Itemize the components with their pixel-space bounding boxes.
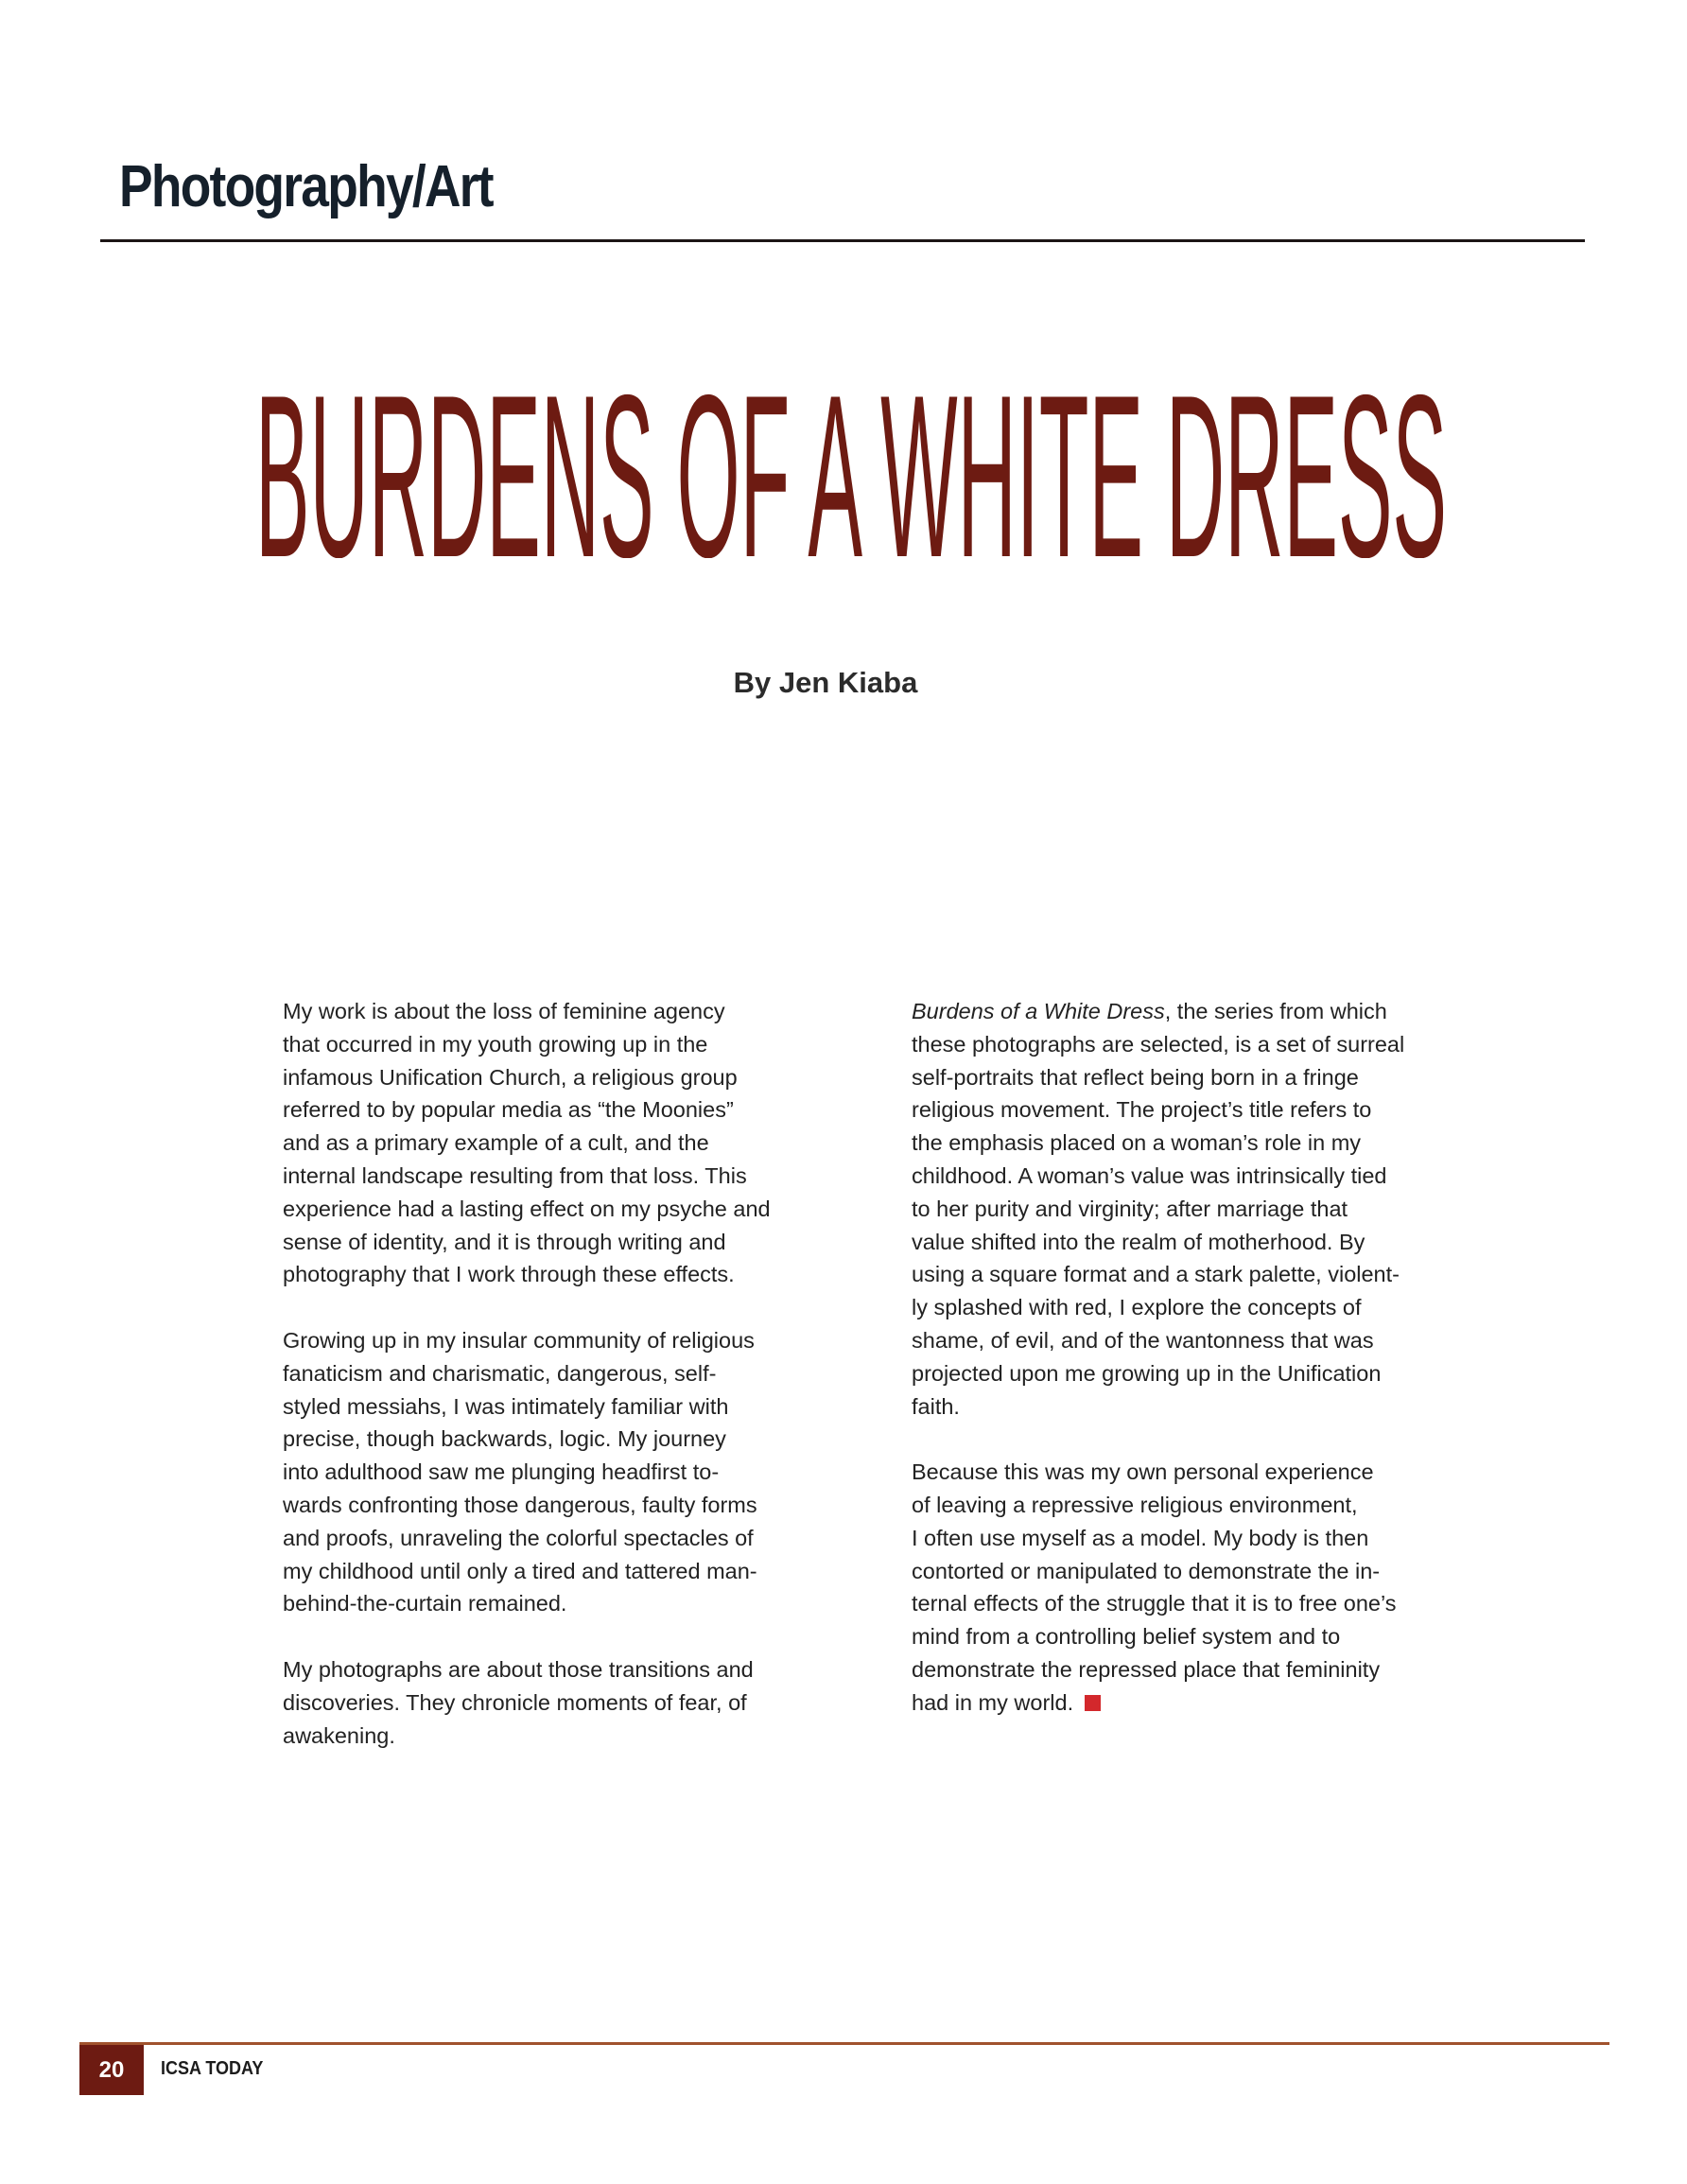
text-line: Because this was my own personal experience	[912, 1459, 1374, 1485]
text-line: internal landscape resulting from that loss. This	[283, 1162, 747, 1188]
text-line: and as a primary example of a cult, and the	[283, 1130, 709, 1156]
text-line: faith.	[912, 1393, 960, 1419]
text-line: photography that I work through these effects.	[283, 1262, 735, 1287]
text-line: to her purity and virginity; after marriage that	[912, 1196, 1348, 1221]
right-column	[912, 995, 1441, 1752]
left-paragraph-3	[283, 1653, 812, 1752]
text-line: and proofs, unraveling the colorful spectacles of	[283, 1525, 754, 1550]
text-line: My photographs are about those transitions and	[283, 1656, 754, 1682]
text-line: value shifted into the realm of motherhood. By	[912, 1229, 1365, 1254]
text-line-last: had in my world.	[912, 1689, 1074, 1715]
text-line: fanaticism and charismatic, dangerous, self-	[283, 1360, 717, 1386]
byline: By Jen Kiaba	[733, 666, 918, 699]
footer-rule	[79, 2042, 1609, 2045]
text-line: ternal effects of the struggle that it is to free one’s	[912, 1591, 1397, 1616]
text-line: behind-the-curtain remained.	[283, 1591, 567, 1616]
text-line: wards confronting those dangerous, faulty forms	[283, 1492, 757, 1517]
section-header: Photography/Art	[119, 154, 493, 219]
publication-name: ICSA TODAY	[161, 2058, 264, 2079]
text-line: discoveries. They chronicle moments of fear, of	[283, 1689, 747, 1715]
left-paragraph-2	[283, 1324, 812, 1620]
text-line: self-portraits that reflect being born in a fringe	[912, 1064, 1359, 1090]
text-line: using a square format and a stark palette, violent-	[912, 1262, 1400, 1287]
text-line: these photographs are selected, is a set of surreal	[912, 1031, 1405, 1057]
article-title-text: BURDENS OF A WHITE DRESS	[255, 371, 1447, 558]
article-title-svg	[255, 371, 1447, 558]
text-line: awakening.	[283, 1722, 395, 1748]
text-line: Growing up in my insular community of religious	[283, 1327, 755, 1353]
text-line: experience had a lasting effect on my psyche and	[283, 1196, 771, 1221]
left-paragraph-1	[283, 995, 812, 1291]
text-line: demonstrate the repressed place that femininity	[912, 1656, 1381, 1682]
right-paragraph-2	[912, 1456, 1441, 1719]
text-line-rest: , the series from which	[1164, 999, 1387, 1023]
series-title-italic: Burdens of a White Dress	[912, 999, 1165, 1023]
text-line: infamous Unification Church, a religious group	[283, 1064, 738, 1090]
end-of-article-mark	[1085, 1695, 1101, 1711]
article-title	[255, 371, 1447, 558]
text-line: into adulthood saw me plunging headfirst to-	[283, 1459, 720, 1485]
text-line: referred to by popular media as “the Moonies”	[283, 1097, 734, 1123]
text-line: mind from a controlling belief system and to	[912, 1624, 1341, 1650]
text-line	[912, 1686, 1441, 1720]
text-line: sense of identity, and it is through writing and	[283, 1229, 726, 1254]
text-line: that occurred in my youth growing up in the	[283, 1031, 708, 1057]
text-line	[912, 995, 1441, 1028]
text-line: religious movement. The project’s title refers to	[912, 1097, 1372, 1123]
text-line: projected upon me growing up in the Unification	[912, 1360, 1382, 1386]
text-line: of leaving a repressive religious environment,	[912, 1492, 1358, 1517]
left-column	[283, 995, 812, 1785]
text-line: styled messiahs, I was intimately familiar with	[283, 1393, 729, 1419]
text-line: childhood. A woman’s value was intrinsically tied	[912, 1162, 1387, 1188]
text-line: I often use myself as a model. My body is then	[912, 1525, 1369, 1550]
right-paragraph-1	[912, 995, 1441, 1423]
text-line: my childhood until only a tired and tattered man-	[283, 1558, 757, 1583]
text-line: contorted or manipulated to demonstrate the in-	[912, 1558, 1381, 1583]
page-number: 20	[79, 2045, 144, 2095]
text-line: My work is about the loss of feminine agency	[283, 999, 725, 1023]
text-line: the emphasis placed on a woman’s role in my	[912, 1130, 1362, 1156]
text-line: precise, though backwards, logic. My journey	[283, 1426, 726, 1452]
header-rule	[100, 239, 1585, 242]
text-line: ly splashed with red, I explore the concepts of	[912, 1295, 1362, 1320]
text-line: shame, of evil, and of the wantonness that was	[912, 1327, 1374, 1353]
